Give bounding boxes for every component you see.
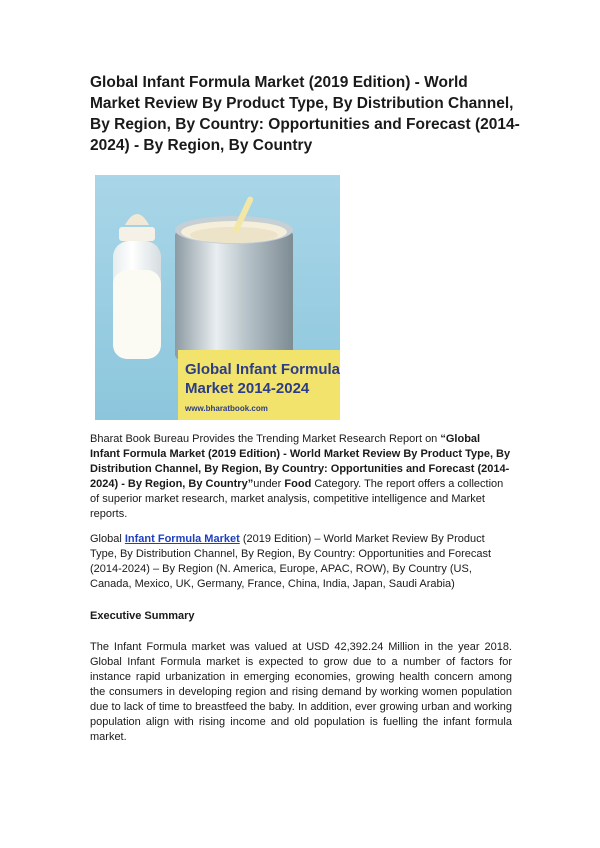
intro-category: Food <box>284 478 312 490</box>
document-title: Global Infant Formula Market (2019 Edition) - World Market Review By Product Type, By Distribution Channel, By Region, By Country: Opportunities and Forecast (2014-2024) - By Region, By Country <box>90 74 520 154</box>
executive-summary-heading: Executive Summary <box>90 610 195 622</box>
formula-can-icon <box>175 196 293 360</box>
hero-website: www.bharatbook.com <box>185 404 268 413</box>
hero-title-line1: Global Infant Formula <box>185 361 340 378</box>
intro-paragraph <box>90 432 512 522</box>
intro-tail: Category. The report offers a collection of superior market research, market analysis, competitive intelligence and Market reports. <box>90 478 504 520</box>
baby-bottle-icon <box>113 214 161 359</box>
summary-line <box>90 532 512 592</box>
summary-suffix: (2019 Edition) – World Market Review By Product Type, By Distribution Channel, By Region, By Country: Opportunities and Forecast (2014-2024) – By Region (N. America, Europe, APAC, ROW), By Country (US, Canada, Mexico, UK, Germany, France, China, India, Japan, Saudi Arabia) <box>90 533 492 590</box>
intro-lead: Bharat Book Bureau Provides the Trending Market Research Report on <box>90 433 441 445</box>
executive-summary-body: The Infant Formula market was valued at USD 42,392.24 Million in the year 2018. Global Infant Formula market is expected to grow due to a number of factors for instance rapid urbanization in emerging economies, growing health concern among the consumers in developing region and rising demand by working women population due to lack of time to breastfeed the baby. In addition, ever growing urban and working population align with rising income and old population is fuelling the infant formula market. <box>90 641 512 743</box>
intro-under: under <box>253 478 285 490</box>
intro-report-title: “Global Infant Formula Market (2019 Edition) - World Market Review By Product Type, By Distribution Channel, By Region, By Country: Opportunities and Forecast (2014-2024) - By Region, By Country” <box>90 433 511 490</box>
hero-title-line2: Market 2014-2024 <box>185 380 310 397</box>
summary-prefix: Global <box>90 533 125 545</box>
infant-formula-market-link[interactable]: Infant Formula Market <box>124 533 240 545</box>
hero-image <box>95 175 340 420</box>
